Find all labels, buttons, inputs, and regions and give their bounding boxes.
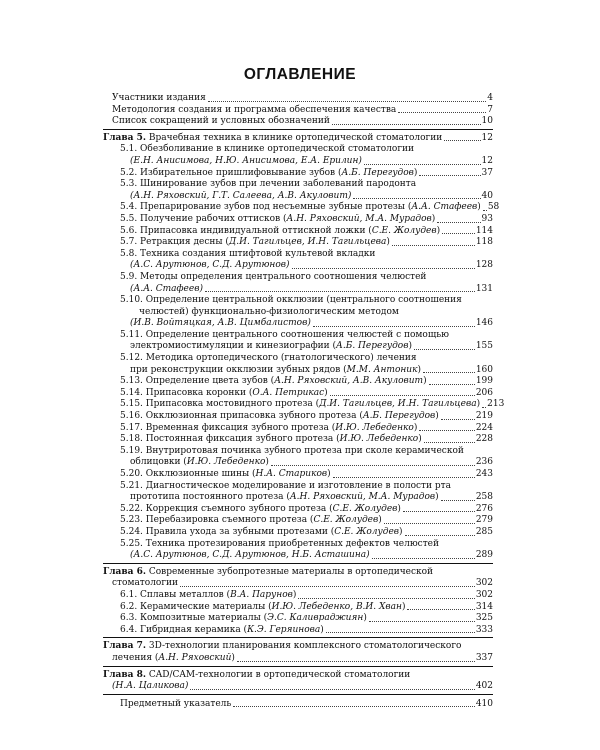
dot-leader [233,706,475,707]
toc-entry-segment: Методология создания и программа обеспечения качества [112,104,397,115]
dot-leader [313,326,475,327]
toc-entry[interactable] [103,446,493,458]
toc-entry[interactable] [103,399,505,411]
page-number: 146 [475,318,493,329]
toc-entry[interactable] [103,105,493,117]
toc-entry-text [103,567,433,579]
dot-leader [403,511,475,512]
dot-leader [271,465,475,466]
toc-entry-segment: А.Н. Ряховский [158,652,232,663]
dot-leader [369,621,475,622]
toc-entry-segment: ) [417,364,421,375]
dot-leader [353,198,480,199]
toc-entry-segment: 5.11. Определение центрального соотношения челюстей с помощью [120,329,449,340]
toc-entry-segment: 5.20. Окклюзионные шины ( [120,469,256,479]
toc-entry-segment: 5.9. Методы определения центрального соотношения челюстей [120,271,427,282]
toc-entry-text [130,365,421,377]
toc-entry-segment: 5.17. Временная фиксация зубного протеза ( [120,422,336,433]
toc-entry-segment: 6.2. Керамические материалы ( [120,601,272,612]
dot-leader [437,222,480,223]
toc-entry-segment: ) [435,492,439,503]
toc-entry-segment: 5.18. Постоянная фиксация зубного протеза ( [120,434,340,445]
dot-leader [414,349,475,350]
toc-entry-segment: ) [386,237,390,248]
page-number: 114 [475,225,493,236]
dot-leader [333,477,475,478]
toc-entry-text [120,144,414,156]
toc-entry[interactable] [103,93,493,105]
toc-entry-segment: И.Ю. Лебеденко [339,434,419,445]
toc-entry[interactable] [103,590,493,602]
toc-entry-text [120,515,382,527]
toc-entry-segment: ) [401,601,406,612]
toc-entry-text [112,116,330,128]
toc-entry-segment: О.А. Петрикас [252,387,325,398]
toc-entry-segment: Д.И. Тагильцев, И.Н. Тагильцева [319,399,477,410]
toc-entry-text [112,578,178,590]
toc-entry-text [120,434,422,446]
toc-entry-segment: 5.15. Припасовка мостовидного протеза ( [120,399,320,410]
toc-entry[interactable] [103,670,493,682]
toc-entry-segment: ) [292,589,297,600]
dot-leader [407,609,474,610]
toc-entry-text [120,330,449,342]
toc-entry[interactable] [103,699,493,711]
toc-entry-segment: 5.16. Окклюзионная припасовка зубного протеза ( [120,411,363,422]
page-number: 7 [487,104,493,115]
toc-entry[interactable] [103,613,493,625]
toc-entry[interactable] [103,641,493,653]
section-divider [103,694,493,695]
toc-entry[interactable] [103,434,493,446]
toc-entry[interactable] [103,376,493,388]
toc-entry-segment: 5.6. Припасовка индивидуальной оттискной ложки ( [120,225,372,236]
toc-entry-text [120,226,440,238]
page-number: 219 [475,411,493,422]
toc-entry[interactable] [103,504,493,516]
toc-entry-segment: 3D-технологии планирования комплексного стоматологического [146,641,462,652]
toc-entry-segment: электромиостимуляции и кинезиографии ( [130,341,337,352]
toc-entry-text [120,527,403,539]
page-number: 224 [475,422,493,433]
toc-entry[interactable] [103,411,493,423]
toc-entry[interactable] [103,330,493,342]
toc-entry-text [120,469,331,481]
toc-entry[interactable] [103,260,493,272]
page-number: 337 [475,652,493,663]
toc-entry-segment: прототипа постоянного протеза ( [130,492,290,503]
toc-entry-segment: Н.А. Стариков [255,469,328,479]
toc-entry-segment: Д.И. Тагильцев, И.Н. Тагильцева [228,237,387,248]
toc-entry-segment: 5.10. Определение центральной окклюзии (центрального соотношения [120,295,462,306]
dot-leader [326,632,475,633]
page-number: 258 [475,492,493,503]
toc-entry-segment: (А.С. Арутюнов, С.Д. Арутюнов, Н.Б. Асташина) [130,550,370,561]
toc-entry-text [120,539,439,551]
page-number: 302 [475,589,493,600]
toc-entry-segment: И.Ю. Лебеденко [186,457,266,468]
dot-leader [441,419,475,420]
toc-list [103,93,505,710]
toc-entry-text [112,681,188,693]
page-number: 155 [475,341,493,352]
toc-entry-text [120,423,417,435]
toc-entry-text [130,260,290,272]
dot-leader [180,586,475,587]
page-number: 325 [475,613,493,624]
toc-entry[interactable] [103,249,493,261]
toc-entry-text [130,284,203,296]
toc-entry-segment: ) [324,387,328,398]
toc-entry-text [120,237,390,249]
dot-leader [441,500,475,501]
dot-leader [332,124,481,125]
toc-entry-segment: 5.4. Препарирование зубов под несъемные зубные протезы ( [120,202,412,213]
toc-entry[interactable] [103,341,493,353]
toc-entry[interactable] [103,365,493,377]
toc-entry-segment: (А.А. Стафеев) [130,283,203,294]
toc-entry-segment: 6.3. Композитные материалы ( [120,613,268,624]
toc-entry-segment: Глава 5. [103,132,147,143]
toc-entry-text [139,307,399,319]
toc-entry-segment: CAD/CAM-технологии в ортопедической стоматологии [146,669,411,680]
toc-entry-segment: 5.8. Техника создания штифтовой культевой вкладки [120,248,376,259]
toc-entry-text [112,105,396,117]
toc-entry-segment: Современные зубопротезные материалы в ортопедической [146,566,434,577]
toc-entry[interactable] [103,272,493,284]
toc-entry[interactable] [103,469,493,481]
section-divider [103,129,493,130]
toc-entry-segment: 5.3. Шинирование зубов при лечении заболеваний пародонта [120,179,417,190]
toc-entry-segment: ) [399,526,403,537]
toc-entry-segment: (Н.А. Цаликова) [112,681,189,692]
toc-entry-segment: челюстей) функционально-физиологическим методом [139,306,399,317]
dot-leader [205,291,475,292]
toc-entry-segment: 5.12. Методика ортопедического (гнатологического) лечения [120,353,417,364]
page-number: 160 [475,364,493,375]
dot-leader [330,395,475,396]
toc-entry[interactable] [103,133,493,145]
toc-entry-segment: 6.4. Гибридная керамика ( [120,624,248,635]
dot-leader [298,598,474,599]
page-number: 243 [475,469,493,479]
toc-entry-segment: лечения ( [112,652,159,663]
section-divider [103,666,493,667]
dot-leader [237,661,475,662]
toc-entry-text [120,249,375,261]
toc-entry[interactable] [103,457,493,469]
toc-entry[interactable] [103,423,493,435]
toc-entry-segment: С.Е. Жолудев [332,503,398,514]
page-number: 236 [475,457,493,468]
toc-entry-segment: С.Е. Жолудев [313,515,379,526]
toc-entry-segment: 5.14. Припасовка коронки ( [120,387,253,398]
toc-entry-segment: К.Э. Геряинова [247,624,321,635]
toc-entry[interactable] [103,179,493,191]
page-number: 37 [481,167,493,178]
toc-entry-text [130,341,412,353]
toc-entry[interactable] [103,550,493,562]
page-number: 285 [475,526,493,537]
toc-entry-text [120,399,480,411]
dot-leader [442,233,475,234]
toc-entry-text [130,550,370,562]
toc-entry-segment: ) [418,434,422,445]
toc-entry-segment: Участники издания [112,93,206,103]
page-number: 131 [475,283,493,294]
toc-entry-segment: 5.1. Обезболивание в клинике ортопедической стоматологии [120,144,415,155]
dot-leader [419,175,480,176]
dot-leader [444,140,480,141]
toc-entry-text [130,457,269,469]
toc-entry-text [120,272,426,284]
page-number: 213 [487,399,505,410]
toc-entry-text [120,376,427,388]
toc-entry-text [120,295,462,307]
toc-entry-segment: 5.13. Определение цвета зубов ( [120,376,275,387]
toc-entry-segment: 5.7. Ретракция десны ( [120,237,229,248]
toc-entry-segment: стоматологии [112,578,179,589]
toc-entry-segment: А.Н. Ряховский, М.А. Мурадов [289,492,436,503]
toc-entry-segment: (И.В. Войтяцкая, А.В. Цимбалистов) [130,318,311,329]
toc-entry-segment: ) [327,469,331,479]
toc-entry-segment: Э.С. Каливраджиян [267,613,364,624]
toc-entry-text [130,492,439,504]
toc-entry-segment: И.Ю. Лебеденко, В.И. Хван [271,601,402,612]
toc-entry[interactable] [103,578,493,590]
page-number: 128 [475,260,493,271]
dot-leader [392,245,475,246]
page-number: 289 [475,550,493,561]
toc-entry-segment: М.М. Антоник [346,364,418,375]
dot-leader [424,442,475,443]
dot-leader [292,268,475,269]
toc-entry-segment: А.Б. Перегудов [336,341,409,352]
toc-entry-segment: 5.5. Получение рабочих оттисков ( [120,213,287,224]
dot-leader [384,523,475,524]
dot-leader [419,430,474,431]
toc-entry[interactable] [103,168,493,180]
toc-entry-text [112,93,206,105]
dot-leader [208,101,486,102]
toc-entry[interactable] [103,625,493,637]
page-number: 314 [475,601,493,612]
toc-entry-text [120,590,296,602]
toc-entry[interactable] [103,284,493,296]
toc-entry[interactable] [103,492,493,504]
toc-entry-segment: 6.1. Сплавы металлов ( [120,589,231,600]
toc-entry-segment: 5.21. Диагностическое моделирование и изготовление в полости рта [120,480,451,491]
toc-entry-text [130,191,351,203]
toc-entry[interactable] [103,527,493,539]
toc-entry-segment: ) [413,422,418,433]
page-number: 206 [475,387,493,398]
page-number: 402 [475,681,493,692]
toc-entry-text [120,602,405,614]
page-number: 333 [475,624,493,635]
toc-entry-segment: ) [476,399,481,410]
toc-entry[interactable] [103,567,493,579]
toc-entry-text [103,133,442,145]
toc-entry[interactable] [103,515,493,527]
dot-leader [482,407,486,408]
toc-entry-segment: С.Е. Жолудев [371,225,437,236]
page-number: 93 [481,213,493,224]
page-number: 279 [475,515,493,526]
toc-entry-segment: ) [477,202,481,213]
page-number: 12 [481,132,493,143]
dot-leader [423,372,475,373]
toc-entry-segment: ) [397,503,401,514]
toc-entry-segment: 5.23. Перебазировка съемного протеза ( [120,515,314,526]
toc-entry[interactable] [103,295,493,307]
section-divider [103,637,493,638]
toc-entry[interactable] [103,681,493,693]
toc-entry-text [120,625,324,637]
toc-entry-segment: А.Б. Перегудов [341,167,414,178]
toc-entry-text [112,653,235,665]
page-number: 10 [481,116,493,127]
page-number: 276 [475,503,493,514]
toc-entry-segment: (Е.Н. Анисимова, Н.Ю. Анисимова, Е.А. Ерилин) [130,155,362,166]
toc-entry-segment: А.Б. Перегудов [362,411,436,422]
toc-entry-segment: А.Н. Ряховский, А.В. Акуловит [274,376,424,387]
toc-entry-text [120,388,328,400]
toc-entry-segment: ) [363,613,367,624]
toc-entry-segment: (А.С. Арутюнов, С.Д. Арутюнов) [130,260,290,271]
toc-entry[interactable] [103,307,493,319]
toc-entry[interactable] [103,156,493,168]
toc-entry-text [120,699,231,711]
toc-entry-segment: ) [436,225,441,236]
toc-entry-text [120,202,481,214]
toc-entry-text [120,168,417,180]
toc-entry-segment: ) [378,515,382,526]
toc-entry[interactable] [103,602,493,614]
toc-entry[interactable] [103,214,493,226]
toc-entry-text [120,179,416,191]
toc-entry-text [120,353,417,365]
toc-entry-segment: И.Ю. Лебеденко [335,422,414,433]
toc-entry[interactable] [103,318,493,330]
toc-entry[interactable] [103,226,493,238]
toc-entry-text [120,481,451,493]
toc-entry[interactable] [103,653,493,665]
section-divider [103,563,493,564]
toc-entry[interactable] [103,237,493,249]
toc-entry-segment: А.А. Стафеев [411,202,478,213]
toc-entry[interactable] [103,202,500,214]
toc-entry-segment: ) [320,624,324,635]
toc-entry-text [120,446,464,458]
toc-entry-segment: В.А. Парунов [230,589,293,600]
toc-entry-segment: 5.22. Коррекция съемного зубного протеза ( [120,503,333,514]
toc-entry-segment: 5.24. Правила ухода за зубными протезами ( [120,526,335,537]
page-number: 228 [475,434,493,445]
toc-entry-text [130,318,311,330]
page-number: 118 [475,237,493,248]
toc-entry-segment: 5.2. Избирательное пришлифовывание зубов ( [120,167,342,178]
toc-entry-text [120,411,439,423]
dot-leader [398,112,486,113]
toc-entry-segment: Глава 7. [103,641,147,652]
page-number: 4 [487,93,493,103]
dot-leader [190,689,474,690]
toc-entry-segment: Глава 6. [103,566,147,577]
toc-entry-segment: ) [431,213,436,224]
toc-entry-segment: 5.19. Внутриротовая починка зубного протеза при сколе керамической [120,445,464,456]
toc-entry-text [120,214,435,226]
toc-entry-segment: Предметный указатель [120,698,232,709]
toc-entry-segment: Врачебная техника в клинике ортопедической стоматологии [146,132,443,143]
toc-entry-segment: С.Е. Жолудев [334,526,400,537]
dot-leader [364,164,481,165]
toc-entry-segment: ) [435,411,439,422]
toc-entry-segment: при реконструкции окклюзии зубных рядов ( [130,364,347,375]
dot-leader [483,210,487,211]
toc-entry[interactable] [103,388,493,400]
toc-entry-segment: ) [413,167,418,178]
toc-entry-segment: ) [231,652,235,663]
toc-entry-segment: Список сокращений и условных обозначений [112,116,330,127]
toc-entry-segment: ) [408,341,412,352]
toc-entry-segment: (А.Н. Ряховский, Г.Т. Салеева, А.В. Акуловит) [130,190,352,201]
page-number: 12 [481,155,493,166]
page-number: 40 [481,190,493,201]
toc-entry-segment: А.Н. Ряховский, М.А. Мурадов [286,213,432,224]
toc-entry-text [103,670,410,682]
toc-entry-text [120,504,401,516]
page-number: 199 [475,376,493,387]
toc-entry[interactable] [103,116,493,128]
toc-entry-segment: ) [423,376,427,387]
toc-entry-segment: Глава 8. [103,669,147,680]
toc-entry[interactable] [103,481,493,493]
toc-entry-segment: 5.25. Техника протезирования приобретенных дефектов челюстей [120,538,439,549]
page-title: ОГЛАВЛЕНИЕ [243,66,357,83]
toc-entry[interactable] [103,191,493,203]
toc-entry[interactable] [103,539,493,551]
page-number: 58 [487,202,500,213]
toc-entry-segment: облицовки ( [130,457,187,468]
page-number: 410 [475,698,493,709]
toc-entry-text [120,613,367,625]
toc-entry[interactable] [103,144,493,156]
dot-leader [405,535,475,536]
toc-entry-text [103,641,461,653]
dot-leader [429,384,475,385]
toc-entry-segment: ) [265,457,269,468]
toc-entry[interactable] [103,353,493,365]
toc-entry-text [130,156,362,168]
page-number: 302 [475,578,493,589]
dot-leader [372,558,475,559]
